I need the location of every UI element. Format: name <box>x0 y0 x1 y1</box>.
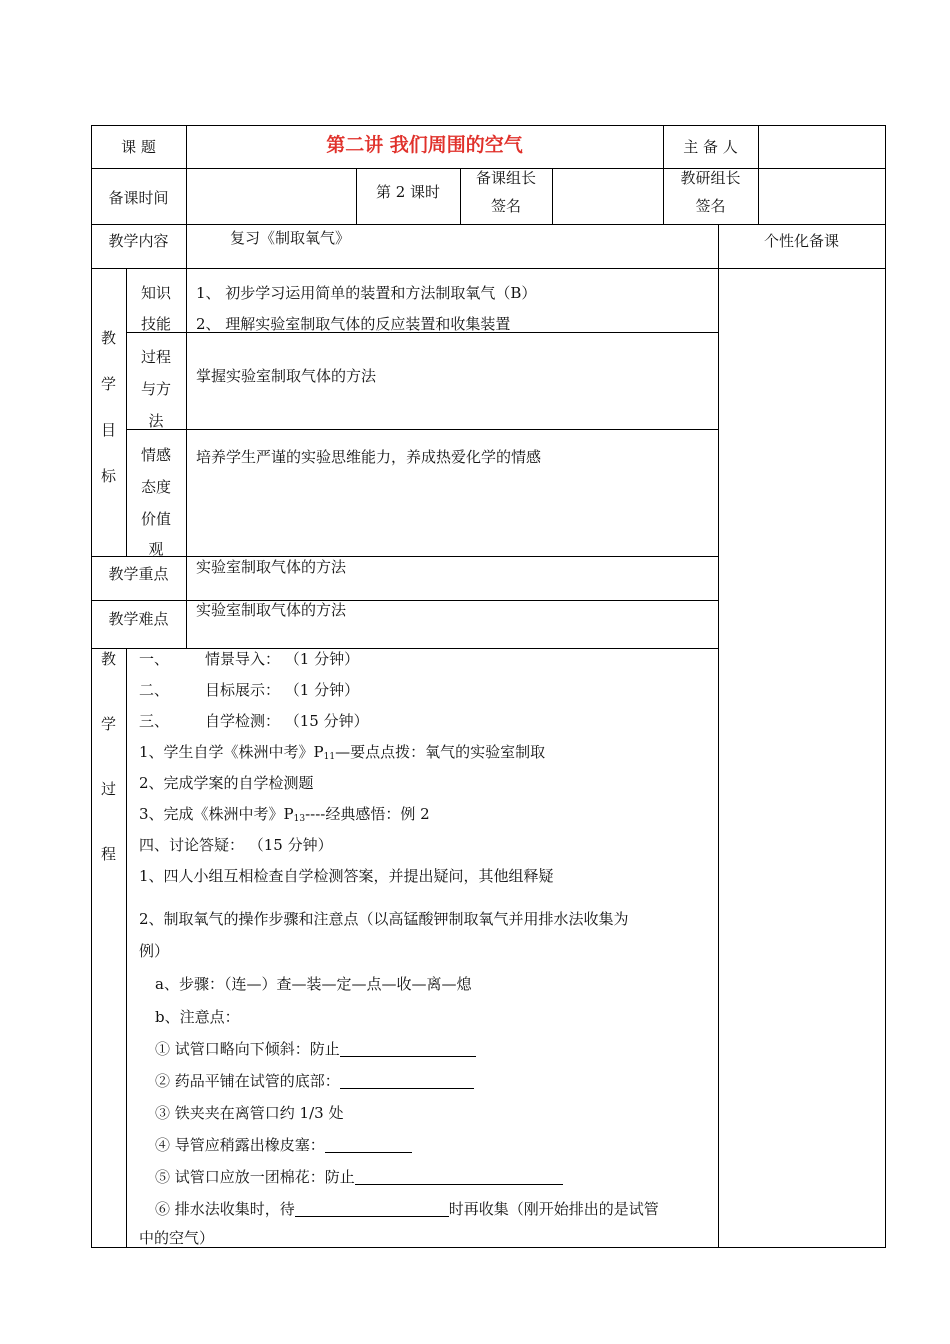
process-line-3: 3、完成《株洲中考》$P_{13}----$经典感悟：例 2 <box>139 805 430 824</box>
step-1-text: 情景导入： （1 分钟） <box>205 650 360 668</box>
rule-row2 <box>91 224 886 225</box>
note-2: ② 药品平铺在试管的底部： <box>155 1071 474 1091</box>
emotion-label: 态度 <box>140 478 171 496</box>
rule-difficulty <box>91 648 718 649</box>
step-1-number: 一、 <box>139 650 170 668</box>
emotion-label: 观 <box>148 540 164 558</box>
process-method-label: 与方 <box>140 380 171 398</box>
knowledge-label: 技能 <box>140 315 171 333</box>
process-label-char: 学 <box>100 715 116 733</box>
process-line-5b: 例） <box>139 942 170 960</box>
answer-blank[interactable] <box>340 1073 474 1089</box>
process-line-1: 1、学生自学《株洲中考》$P_{11}—$要点点拨：氧气的实验室制取 <box>139 743 546 762</box>
period-label: 第 2 课时 <box>375 183 441 201</box>
emotion-label: 价值 <box>140 510 171 528</box>
note-4: ④ 导管应稍露出橡皮塞： <box>155 1135 412 1155</box>
note-3: ③ 铁夹夹在离管口约 1/3 处 <box>155 1104 344 1122</box>
note-6-continued: 中的空气） <box>139 1229 215 1247</box>
emotion-text: 培养学生严谨的实验思维能力，养成热爱化学的情感 <box>196 448 542 466</box>
page-title: 第二讲 我们周围的空气 <box>326 134 523 156</box>
objectives-label-char: 学 <box>100 375 116 393</box>
col-group-sign <box>552 168 553 224</box>
prep-time-label: 备课时间 <box>108 189 169 207</box>
lead-label: 主 备 人 <box>683 138 738 156</box>
objectives-label-char: 目 <box>100 421 116 439</box>
step-3-text: 自学检测： （15 分钟） <box>205 712 369 730</box>
step-3-number: 三、 <box>139 712 170 730</box>
note-5: ⑤ 试管口应放一团棉花：防止 <box>155 1167 563 1187</box>
border-right <box>885 125 886 1248</box>
knowledge-line-1: 1、 初步学习运用简单的装置和方法制取氧气（B） <box>196 284 537 302</box>
group-leader-label: 备课组长 <box>475 169 536 187</box>
col-lead-value <box>758 125 759 224</box>
col-process-label <box>126 648 127 1248</box>
personal-prep-label: 个性化备课 <box>763 232 839 250</box>
process-label-char: 教 <box>100 650 116 668</box>
research-leader-sign-label: 签名 <box>695 197 726 215</box>
objectives-label-char: 标 <box>100 467 116 485</box>
key-point-label: 教学重点 <box>108 565 169 583</box>
process-label-char: 程 <box>100 845 116 863</box>
difficulty-label: 教学难点 <box>108 610 169 628</box>
process-method-text: 掌握实验室制取气体的方法 <box>196 367 377 385</box>
rule-top <box>91 125 886 126</box>
col-personal <box>718 224 719 1248</box>
group-leader-sign-label: 签名 <box>490 197 521 215</box>
knowledge-label: 知识 <box>140 284 171 302</box>
topic-label: 课 题 <box>121 138 156 156</box>
note-1: ① 试管口略向下倾斜：防止 <box>155 1039 476 1059</box>
answer-blank[interactable] <box>295 1201 449 1217</box>
step-2-number: 二、 <box>139 681 170 699</box>
answer-blank[interactable] <box>340 1041 476 1057</box>
rule-process <box>126 429 718 430</box>
answer-blank[interactable] <box>325 1137 412 1153</box>
research-leader-label: 教研组长 <box>680 169 741 187</box>
knowledge-line-2: 2、 理解实验室制取气体的反应装置和收集装置 <box>196 315 511 333</box>
steps-line: a、步骤：（连—）查—装—定—点—收—离—熄 <box>155 975 472 993</box>
notes-heading: b、注意点： <box>155 1008 240 1026</box>
process-line-5a: 2、制取氧气的操作步骤和注意点（以高锰酸钾制取氧气并用排水法收集为 <box>139 910 629 928</box>
content-value: 复习《制取氧气》 <box>230 229 351 247</box>
border-left <box>91 125 92 1248</box>
objectives-label-char: 教 <box>100 329 116 347</box>
step-4-text: 四、讨论答疑： （15 分钟） <box>139 836 333 854</box>
content-label: 教学内容 <box>108 232 169 250</box>
rule-row3 <box>91 268 886 269</box>
answer-blank[interactable] <box>355 1169 563 1185</box>
process-line-4: 1、四人小组互相检查自学检测答案，并提出疑问，其他组释疑 <box>139 867 554 885</box>
step-2-text: 目标展示： （1 分钟） <box>205 681 360 699</box>
col-key-label <box>186 556 187 648</box>
col-objective-sub <box>186 268 187 556</box>
note-6: ⑥ 排水法收集时，待 时再收集（刚开始排出的是试管 <box>155 1200 659 1218</box>
difficulty-value: 实验室制取气体的方法 <box>196 601 347 619</box>
process-line-2: 2、完成学案的自学检测题 <box>139 774 314 792</box>
key-point-value: 实验室制取气体的方法 <box>196 558 347 576</box>
process-method-label: 过程 <box>140 348 171 366</box>
process-method-label: 法 <box>148 412 164 430</box>
emotion-label: 情感 <box>140 446 171 464</box>
process-label-char: 过 <box>100 780 116 798</box>
